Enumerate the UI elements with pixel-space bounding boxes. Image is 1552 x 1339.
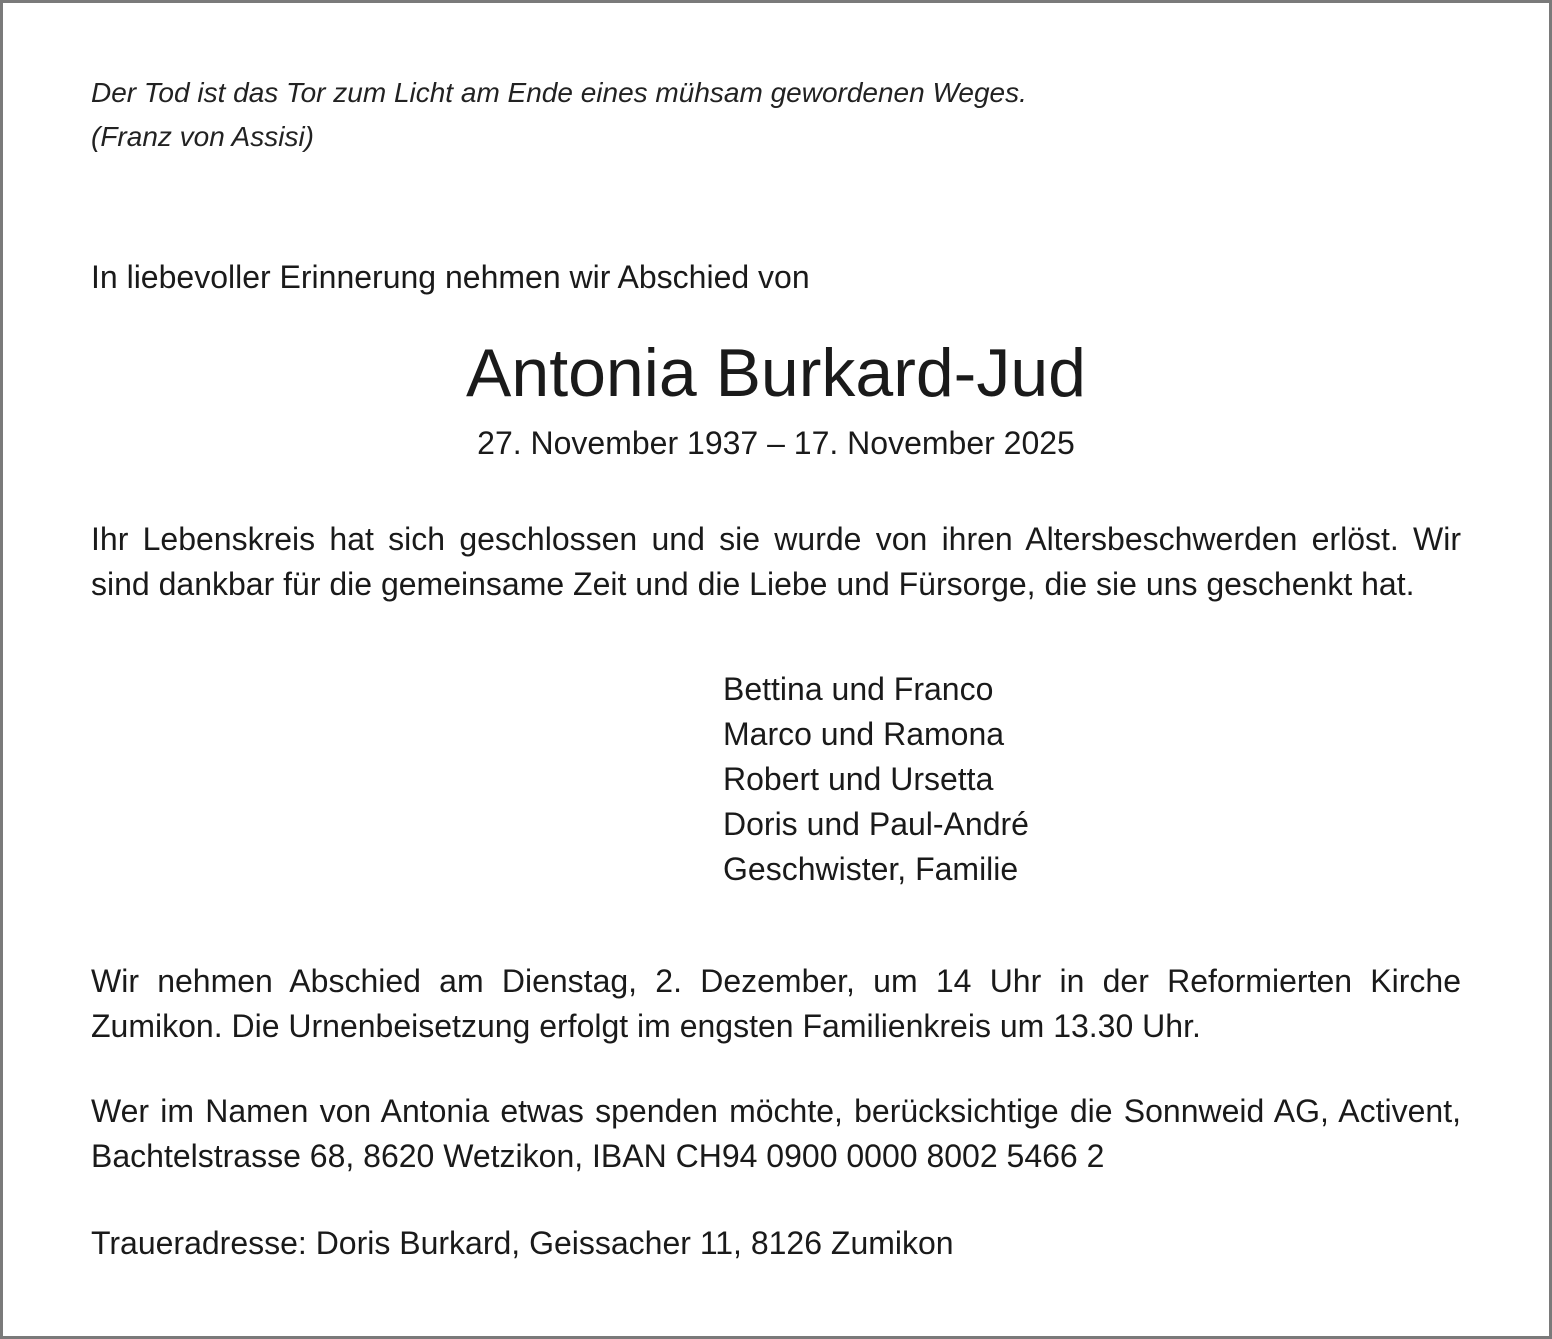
signer-item: Doris und Paul-André [723,806,1029,842]
deceased-name: Antonia Burkard-Jud [466,335,1086,411]
signer-item: Marco und Ramona [723,716,1005,752]
quote-text: Der Tod ist das Tor zum Licht am Ende eines mühsam gewordenen Weges. [91,77,1027,108]
signer-item: Geschwister, Familie [723,851,1019,887]
donation-paragraph: Wer im Namen von Antonia etwas spenden möchte, berücksichtige die Sonnweid AG, Activent, Bachtelstrasse 68, 8620 Wetzikon, IBAN CH94 0900 0000 8002 5466 2 [91,1093,1461,1174]
life-dates: 27. November 1937 – 17. November 2025 [477,425,1075,461]
intro-line: In liebevoller Erinnerung nehmen wir Abschied von [91,259,810,295]
signers-list [723,667,1029,892]
service-paragraph: Wir nehmen Abschied am Dienstag, 2. Dezember, um 14 Uhr in der Reformierten Kirche Zumikon. Die Urnenbeisetzung erfolgt im engsten Familienkreis um 13.30 Uhr. [91,963,1461,1044]
signer-item: Bettina und Franco [723,671,994,707]
main-paragraph: Ihr Lebenskreis hat sich geschlossen und sie wurde von ihren Altersbeschwerden erlöst. Wir sind dankbar für die gemeinsame Zeit und die Liebe und Fürsorge, die sie uns geschenkt hat. [91,521,1461,602]
quote-author: (Franz von Assisi) [91,121,315,152]
signer-item: Robert und Ursetta [723,761,994,797]
mourning-address: Traueradresse: Doris Burkard, Geissacher 11, 8126 Zumikon [91,1225,954,1261]
quote-block [91,71,1027,159]
